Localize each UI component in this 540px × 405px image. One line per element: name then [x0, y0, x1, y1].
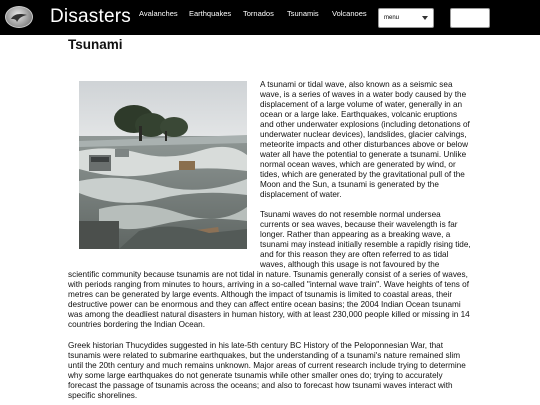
search-input[interactable] — [450, 8, 490, 28]
waves-paragraph-part1: Tsunami waves do not resemble normal undersea currents or sea waves, because their wavelength is far longer. Rather than appearing as a breaking wave, a tsunami may instead initially resemble a rapidly rising tide, and for this reason they are often referred to as tidal waves, although this usage is not favoured by the — [260, 210, 471, 269]
menu-dropdown-value: menu — [384, 15, 400, 21]
tsunami-flood-photo-icon — [79, 81, 247, 249]
nav-link-volcanoes[interactable]: Volcanoes — [332, 9, 367, 18]
page-title: Tsunami — [68, 37, 123, 52]
logo-icon[interactable] — [5, 6, 33, 28]
nav-link-avalanches[interactable]: Avalanches — [139, 9, 178, 18]
nav-link-tsunamis[interactable]: Tsunamis — [287, 9, 319, 18]
waves-paragraph-part2: scientific community because tsunamis are not tidal in nature. Tsunamis generally consist of a series of waves, with periods ranging from minutes to hours, arriving in a so-called "internal wave train". Wave heights of tens of metres can be generated by large events. Although the impact of tsunamis is limited to coastal areas, their destructive power can be enormous and they can affect entire ocean basins; the 2004 Indian Ocean tsunami was among the deadliest natural disasters in human history, with at least 230,000 people killed or missing in 14 countries bordering the Indian Ocean. — [68, 270, 470, 329]
chevron-down-icon — [422, 16, 428, 20]
nav-link-earthquakes[interactable]: Earthquakes — [189, 9, 232, 18]
nav-link-tornados[interactable]: Tornados — [243, 9, 274, 18]
top-navbar — [0, 0, 540, 35]
history-paragraph: Greek historian Thucydides suggested in his late-5th century BC History of the Peloponnesian War, that tsunamis were related to submarine earthquakes, but the understanding of a tsunami's nature remained slim until the 20th century and much remains unknown. Major areas of current research include trying to determine why some large earthquakes do not generate tsunamis while other smaller ones do; trying to accurately forecast the passage of tsunamis across the oceans; and also to forecast how tsunami waves interact with specific shorelines. — [68, 341, 466, 400]
intro-paragraph: A tsunami or tidal wave, also known as a seismic sea wave, is a series of waves in a water body caused by the displacement of a large volume of water, generally in an ocean or a large lake. Earthquakes, volcanic eruptions and other underwater explosions (including detonations of underwater nuclear devices), landslides, glacier calvings, meteorite impacts and other disturbances above or below water all have the potential to generate a tsunami. Unlike normal ocean waves, which are generated by wind, or tides, which are generated by the gravitational pull of the Moon and the Sun, a tsunami is generated by the displacement of water. — [260, 80, 470, 199]
site-brand[interactable]: Disasters — [50, 6, 131, 27]
tsunami-photo — [79, 81, 247, 249]
menu-dropdown[interactable] — [378, 8, 434, 28]
